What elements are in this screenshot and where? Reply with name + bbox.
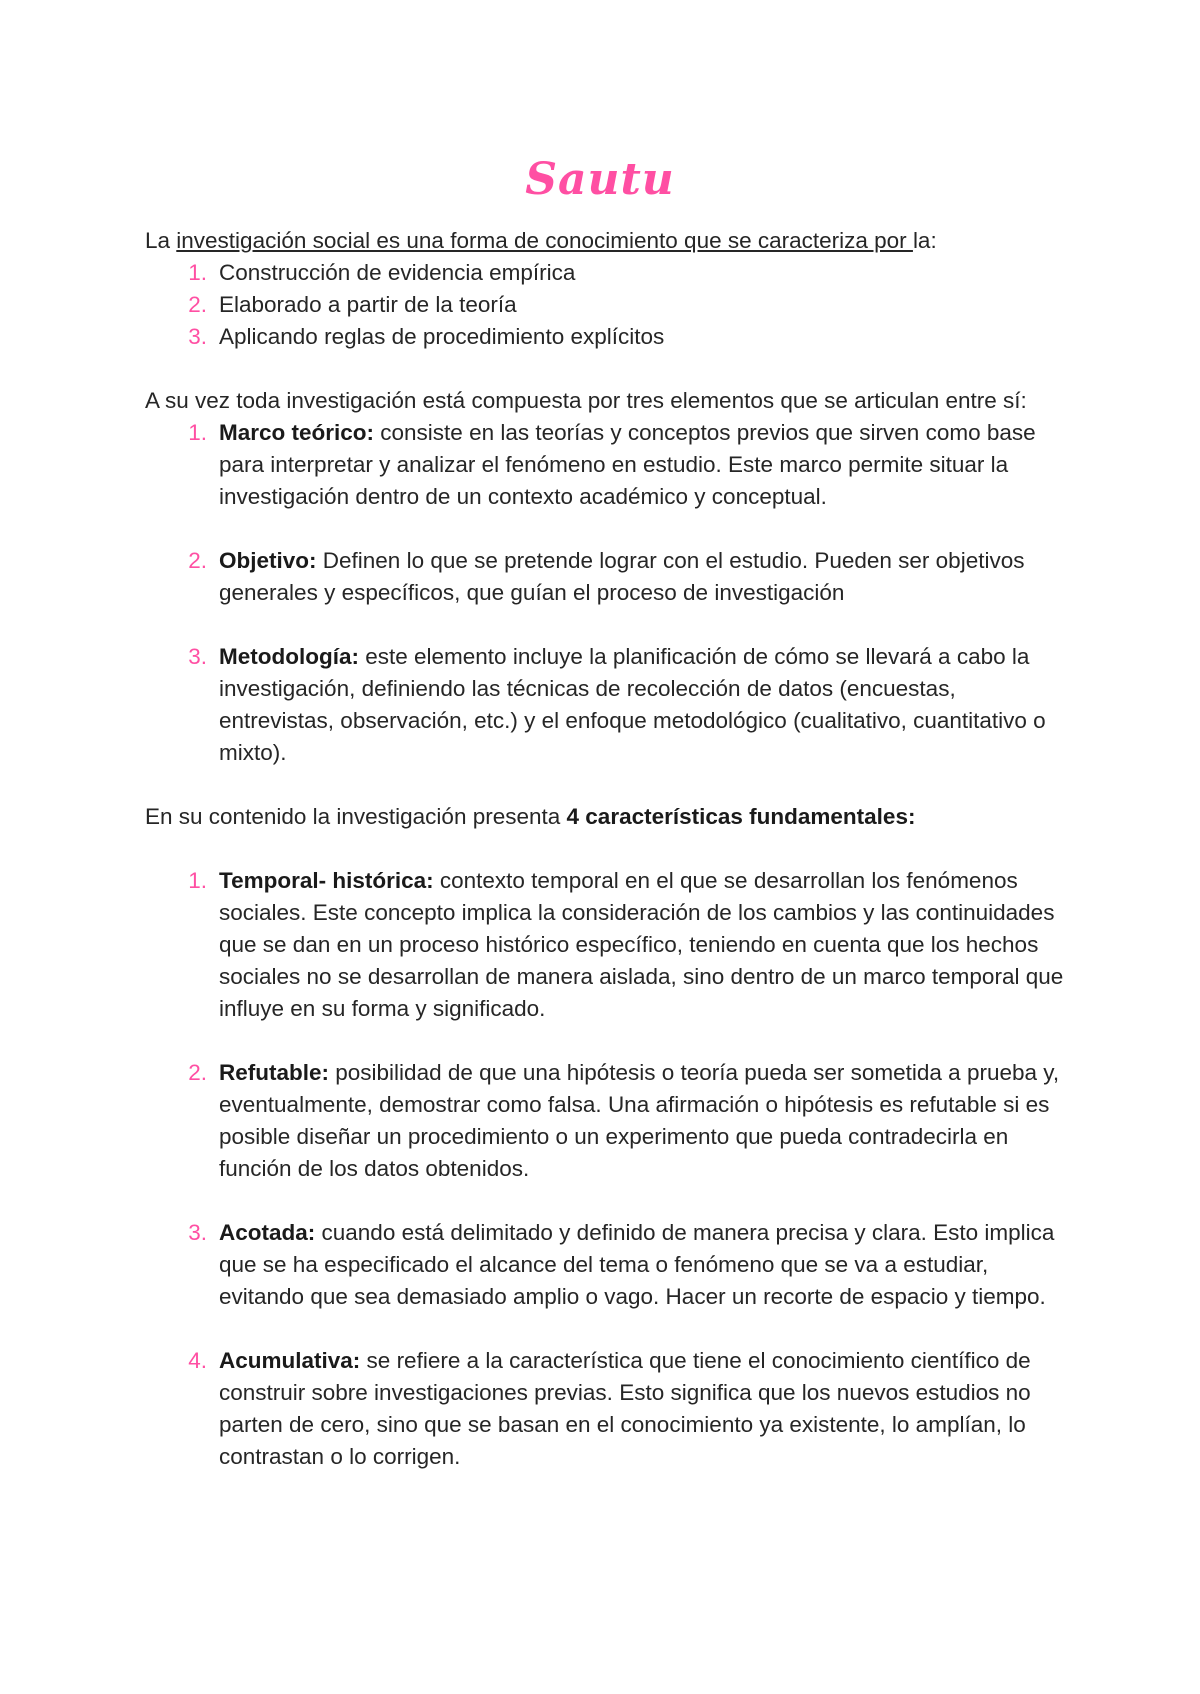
list-number: 2. — [188, 1060, 207, 1085]
elements-list — [145, 417, 1065, 769]
list-text: Construcción de evidencia empírica — [219, 260, 576, 285]
list-number: 1. — [188, 868, 207, 893]
list-text: Aplicando reglas de procedimiento explícitos — [219, 324, 665, 349]
list-number: 4. — [188, 1348, 207, 1373]
list-description: se refiere a la característica que tiene el conocimiento científico de construir sobre investigaciones previas. Esto significa que los nuevos estudios no parten de cero, sino que se basan en el conocimiento ya existente, lo amplían, lo contrastan o lo corrigen. — [219, 1348, 1031, 1469]
page-title: Sautu — [525, 154, 675, 205]
list-term: Metodología: — [219, 644, 359, 669]
list-item — [145, 641, 1065, 769]
list-item — [145, 1217, 1065, 1313]
list-number: 3. — [188, 1220, 207, 1245]
intro-underlined: investigación social es una forma de conocimiento que se caracteriza por — [176, 228, 913, 253]
characteristics-bold: 4 características fundamentales: — [566, 804, 916, 829]
list-text — [219, 417, 1065, 513]
list-term: Refutable: — [219, 1060, 330, 1085]
evidence-list — [145, 257, 1065, 353]
list-number: 1. — [188, 260, 207, 285]
list-text — [219, 641, 1065, 769]
intro-paragraph — [145, 225, 1065, 257]
list-number: 3. — [188, 324, 207, 349]
list-description: cuando está delimitado y definido de manera precisa y clara. Esto implica que se ha especificado el alcance del tema o fenómeno que se va a estudiar, evitando que sea demasiado amplio o vago. Hacer un recorte de espacio y tiempo. — [219, 1220, 1055, 1309]
list-item — [145, 545, 1065, 609]
characteristics-list — [145, 865, 1065, 1473]
list-term: Marco teórico: — [219, 420, 375, 445]
document-body — [145, 225, 1065, 1473]
list-item — [145, 417, 1065, 513]
list-term: Acumulativa: — [219, 1348, 361, 1373]
list-number: 3. — [188, 644, 207, 669]
list-item — [145, 865, 1065, 1025]
list-text — [219, 1345, 1065, 1473]
list-item — [145, 289, 1065, 321]
list-description: Definen lo que se pretende lograr con el estudio. Pueden ser objetivos generales y específicos, que guían el proceso de investigación — [219, 548, 1025, 605]
list-description: consiste en las teorías y conceptos previos que sirven como base para interpretar y analizar el fenómeno en estudio. Este marco permite situar la investigación dentro de un contexto académico y conceptual. — [219, 420, 1036, 509]
list-number: 2. — [188, 548, 207, 573]
list-text — [219, 545, 1065, 609]
elements-paragraph: A su vez toda investigación está compuesta por tres elementos que se articulan entre sí: — [145, 388, 1027, 413]
list-item — [145, 1057, 1065, 1185]
list-description: este elemento incluye la planificación de cómo se llevará a cabo la investigación, definiendo las técnicas de recolección de datos (encuestas, entrevistas, observación, etc.) y el enfoque metodológico (cualitativo, cuantitativo o mixto). — [219, 644, 1046, 765]
list-item — [145, 257, 1065, 289]
list-item — [145, 1345, 1065, 1473]
list-number: 1. — [188, 420, 207, 445]
list-term: Objetivo: — [219, 548, 317, 573]
list-term: Temporal- histórica: — [219, 868, 434, 893]
list-text — [219, 865, 1065, 1025]
characteristics-paragraph — [145, 801, 1065, 833]
intro-prefix: La — [145, 228, 177, 253]
list-description: contexto temporal en el que se desarrollan los fenómenos sociales. Este concepto implica la consideración de los cambios y las continuidades que se dan en un proceso histórico específico, teniendo en cuenta que los hechos sociales no se desarrollan de manera aislada, sino dentro de un marco temporal que influye en su forma y significado. — [219, 868, 1064, 1021]
list-term: Acotada: — [219, 1220, 316, 1245]
characteristics-text: En su contenido la investigación presenta — [145, 804, 567, 829]
list-item — [145, 321, 1065, 353]
list-number: 2. — [188, 292, 207, 317]
list-text — [219, 1217, 1065, 1313]
list-text — [219, 1057, 1065, 1185]
list-description: posibilidad de que una hipótesis o teoría pueda ser sometida a prueba y, eventualmente, demostrar como falsa. Una afirmación o hipótesis es refutable si es posible diseñar un procedimiento o un experimento que pueda contradecirla en función de los datos obtenidos. — [219, 1060, 1060, 1181]
intro-suffix: la: — [912, 228, 937, 253]
list-text: Elaborado a partir de la teoría — [219, 292, 517, 317]
